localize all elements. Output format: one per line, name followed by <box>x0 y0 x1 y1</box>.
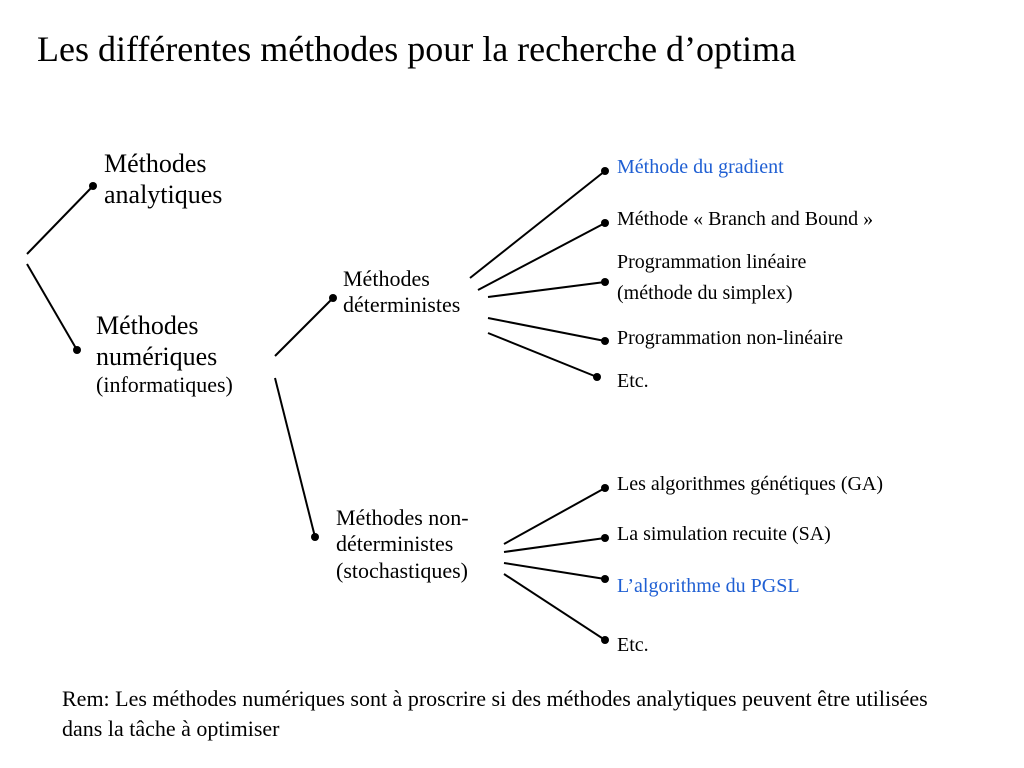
edge-root-numeric <box>27 264 77 350</box>
edge-numeric-nondet <box>275 378 315 537</box>
node-nondeterministic <box>336 505 469 584</box>
leaf-dot-det-etc <box>593 373 601 381</box>
leaf-nonlinear-programming: Programmation non-linéaire <box>617 327 844 349</box>
edge-nondet-sa <box>504 538 605 552</box>
node-numeric-line2: numériques <box>96 342 218 372</box>
node-nondet-line2: déterministes <box>336 531 454 557</box>
edge-det-etc <box>488 333 597 377</box>
leaf-dot-nondet-etc <box>601 636 609 644</box>
node-dot-det <box>329 294 337 302</box>
edge-nondet-etc <box>504 574 605 640</box>
edge-nondet-ga <box>504 488 605 544</box>
leaf-branch-and-bound: Méthode « Branch and Bound » <box>617 208 874 230</box>
node-numeric <box>96 310 233 399</box>
leaf-gradient-link[interactable]: Méthode du gradient <box>617 156 784 178</box>
node-nondet-line1: Méthodes non- <box>336 505 469 530</box>
edge-root-analytic <box>27 186 93 254</box>
node-dot-numeric <box>73 346 81 354</box>
edge-nondet-pgsl <box>504 563 605 579</box>
leaf-dot-bnb <box>601 219 609 227</box>
edge-det-linear <box>488 282 605 297</box>
page-title: Les différentes méthodes pour la recherche d’optima <box>37 29 797 69</box>
leaf-dot-sa <box>601 534 609 542</box>
edge-numeric-det <box>275 298 333 356</box>
node-dot-analytic <box>89 182 97 190</box>
leaf-simulated-annealing: La simulation recuite (SA) <box>617 523 831 545</box>
node-analytic-line2: analytiques <box>104 180 223 210</box>
edge-det-gradient <box>470 171 605 278</box>
leaf-stoch-etc: Etc. <box>617 634 649 656</box>
leaf-linear-programming-sub: (méthode du simplex) <box>617 282 793 304</box>
leaf-dot-nonlinear <box>601 337 609 345</box>
node-det-line2: déterministes <box>343 292 461 318</box>
leaf-dot-ga <box>601 484 609 492</box>
leaf-genetic-algorithms: Les algorithmes génétiques (GA) <box>617 473 884 495</box>
node-det-line1: Méthodes <box>343 266 430 291</box>
leaf-linear-programming: Programmation linéaire <box>617 251 807 273</box>
node-numeric-line3: (informatiques) <box>96 372 233 398</box>
leaf-dot-pgsl <box>601 575 609 583</box>
node-analytic <box>104 148 222 210</box>
remark-text: Rem: Les méthodes numériques sont à proscrire si des méthodes analytiques peuvent être utilisées dans la tâche à optimiser <box>62 686 928 742</box>
leaf-pgsl-link[interactable]: L’algorithme du PGSL <box>617 575 800 597</box>
node-dot-nondet <box>311 533 319 541</box>
node-nondet-line3: (stochastiques) <box>336 557 468 583</box>
node-analytic-line1: Méthodes <box>104 149 207 178</box>
node-deterministic <box>343 266 460 319</box>
leaf-dot-linear <box>601 278 609 286</box>
edge-det-nonlinear <box>488 318 605 341</box>
node-numeric-line1: Méthodes <box>96 311 199 340</box>
leaf-dot-gradient <box>601 167 609 175</box>
leaf-det-etc: Etc. <box>617 370 649 392</box>
